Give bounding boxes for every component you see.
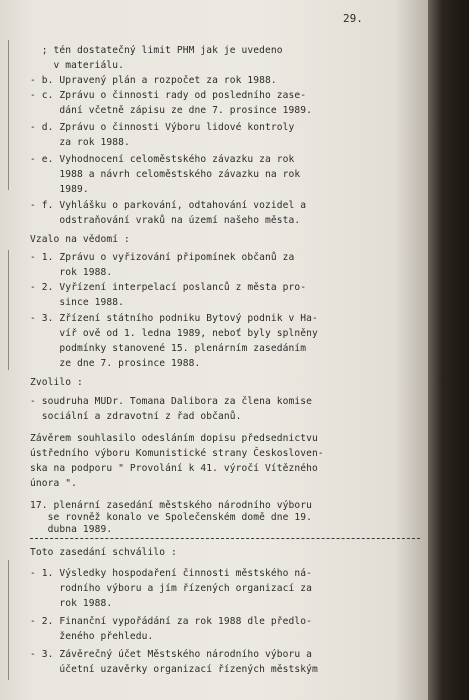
page-number: 29. <box>343 12 363 25</box>
page-edge-shadow <box>428 0 469 700</box>
text-line: - 2. Finanční vypořádání za rok 1988 dle předlo- <box>30 616 313 627</box>
text-line: dubna 1989. <box>30 524 113 535</box>
text-line: Závěrem souhlasilo odesláním dopisu předsednictvu <box>30 433 318 444</box>
text-line: ska na podporu " Provolání k 41. výročí Vítězného <box>30 463 318 474</box>
text-line: února ". <box>30 478 78 489</box>
text-line: víř ově od 1. ledna 1989, neboť byly splněny <box>30 328 318 339</box>
text-line: dání včetně zápisu ze dne 7. prosince 1989. <box>30 105 313 116</box>
margin-mark <box>8 250 9 370</box>
text-line: - e. Vyhodnocení celoměstského závazku za rok <box>30 154 295 165</box>
section-heading: Vzalo na vědomí : <box>30 234 130 245</box>
text-line: rok 1988. <box>30 598 113 609</box>
text-line: ; tén dostatečný limit PHM jak je uvedeno <box>30 45 283 56</box>
text-line: ústředního výboru Komunistické strany Českosloven- <box>30 448 324 459</box>
text-line: odstraňování vraků na území našeho města. <box>30 215 301 226</box>
text-line: 1989. <box>30 184 89 195</box>
text-line: - 2. Vyřízení interpelací poslanců z města pro- <box>30 282 307 293</box>
text-line: se rovněž konalo ve Společenském domě dne 19. <box>30 512 313 523</box>
text-line: rodního výboru a jím řízených organizací za <box>30 583 313 594</box>
text-line: - b. Upravený plán a rozpočet za rok 1988. <box>30 75 277 86</box>
text-line: v materiálu. <box>30 60 125 71</box>
text-line: za rok 1988. <box>30 137 130 148</box>
section-heading: Toto zasedání schválilo : <box>30 547 177 558</box>
text-line: - d. Zprávu o činnosti Výboru lidové kontroly <box>30 122 295 133</box>
text-line: 17. plenární zasedání městského národního výboru <box>30 500 313 511</box>
text-line: ze dne 7. prosince 1988. <box>30 358 201 369</box>
text-line: podmínky stanovené 15. plenárním zasedáním <box>30 343 307 354</box>
text-line: ženého přehledu. <box>30 631 154 642</box>
text-line: 1988 a návrh celoměstského závazku na rok <box>30 169 301 180</box>
separator-line <box>30 538 420 539</box>
text-line: - 1. Zprávu o vyřizování připomínek občanů za <box>30 252 295 263</box>
text-line: - c. Zprávu o činnosti rady od posledního zase- <box>30 90 307 101</box>
text-line: rok 1988. <box>30 267 113 278</box>
text-line: - 3. Zřízení státního podniku Bytový podnik v Ha- <box>30 313 318 324</box>
text-line: - f. Vyhlášku o parkování, odtahování vozidel a <box>30 200 307 211</box>
text-line: since 1988. <box>30 297 125 308</box>
section-heading: Zvolilo : <box>30 377 83 388</box>
text-line: - soudruha MUDr. Tomana Dalibora za člena komise <box>30 396 313 407</box>
text-line: sociální a zdravotní z řad občanů. <box>30 411 242 422</box>
text-line: - 1. Výsledky hospodaření činnosti městského ná- <box>30 568 313 579</box>
text-line: - 3. Závěrečný účet Městského národního výboru a <box>30 649 313 660</box>
margin-mark <box>8 560 9 680</box>
text-line: účetní uzavěrky organizací řízených městským <box>30 664 318 675</box>
margin-mark <box>8 40 9 190</box>
